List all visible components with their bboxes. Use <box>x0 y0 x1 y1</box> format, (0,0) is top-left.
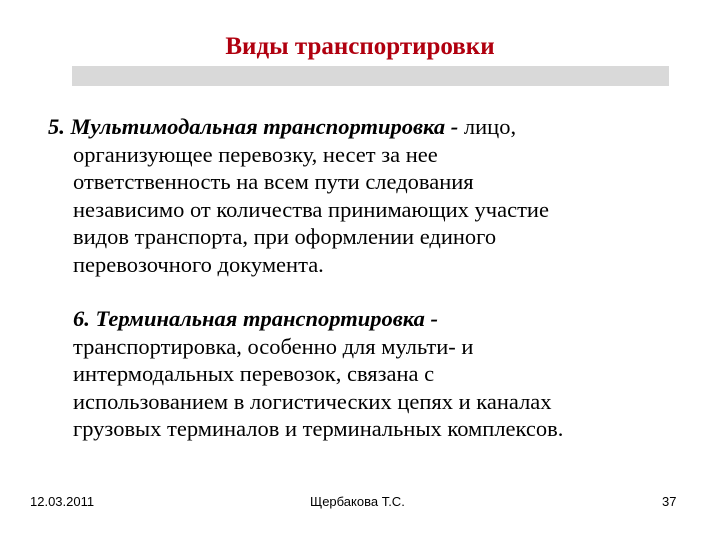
paragraph-line: перевозочного документа. <box>73 251 324 277</box>
paragraph-line: транспортировка, особенно для мульти- и <box>73 333 474 359</box>
footer-date: 12.03.2011 <box>30 494 95 509</box>
paragraph-line: организующее перевозку, несет за нее <box>73 141 438 167</box>
paragraph-line: использованием в логистических цепях и каналах <box>73 388 552 414</box>
slide-body <box>48 113 708 443</box>
paragraph-line: ответственность на всем пути следования <box>73 169 474 194</box>
paragraph-line: интермодальных перевозок, связана с <box>73 361 435 386</box>
slide-title: Виды транспортировки <box>225 33 495 60</box>
paragraph-terminal <box>48 305 708 443</box>
term-terminal: 6. Терминальная транспортировка - <box>73 306 438 331</box>
paragraph-line: грузовых терминалов и терминальных комплексов. <box>73 416 564 441</box>
paragraph-line: независимо от количества принимающих участие <box>73 196 549 222</box>
title-underline-bar <box>72 66 669 86</box>
term-multimodal: 5. Мультимодальная транспортировка - <box>48 114 459 139</box>
footer-page-number: 37 <box>662 494 677 509</box>
footer-author: Щербакова Т.С. <box>310 494 405 509</box>
paragraph-line: видов транспорта, при оформлении единого <box>73 224 497 249</box>
paragraph-line: лицо, <box>458 114 517 139</box>
paragraph-multimodal <box>48 113 708 278</box>
